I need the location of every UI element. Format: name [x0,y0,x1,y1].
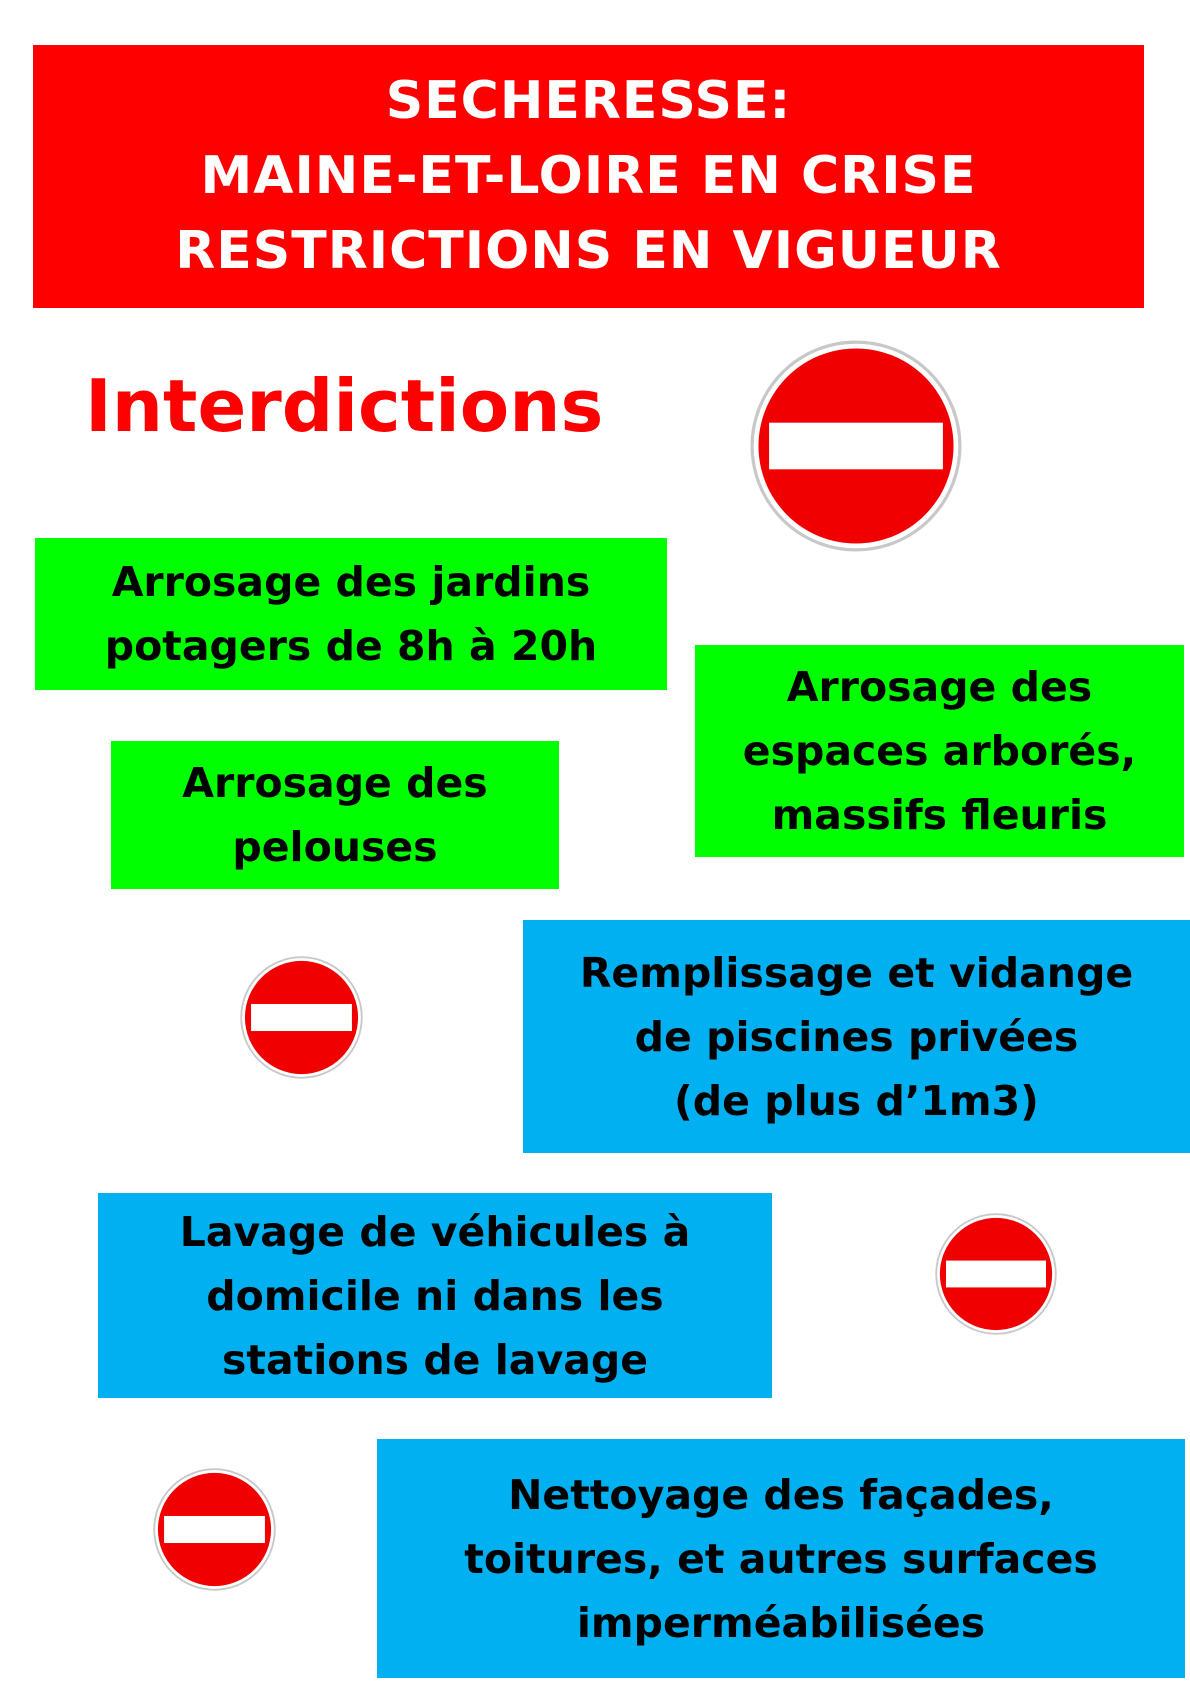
restriction-line: de piscines privées [634,1012,1079,1061]
restriction-line: Lavage de véhicules à [179,1207,691,1256]
restriction-line: domicile ni dans les [206,1271,664,1320]
restriction-line: potagers de 8h à 20h [104,622,598,670]
restriction-line: massifs fleuris [771,791,1108,839]
title-line-3: RESTRICTIONS EN VIGUEUR [175,221,1002,281]
restriction-trees-flowerbeds [695,645,1184,857]
title-line-1: SECHERESSE: [385,71,792,131]
no-entry-icon [240,956,363,1079]
restriction-facade-cleaning [377,1439,1185,1678]
restriction-pools [523,920,1190,1153]
restriction-line: stations de lavage [221,1335,649,1384]
section-heading: Interdictions [85,364,604,448]
restriction-garden-watering [35,538,667,690]
title-banner [33,45,1144,308]
restriction-line: Arrosage des [786,663,1093,711]
restriction-line: Arrosage des [182,759,488,807]
restriction-lawns [111,741,559,889]
restriction-line: pelouses [232,823,438,871]
restriction-line: Remplissage et vidange [579,948,1134,997]
restriction-line: Nettoyage des façades, [508,1470,1054,1519]
restriction-line: toitures, et autres surfaces [464,1534,1098,1583]
restriction-line: imperméabilisées [576,1598,986,1647]
restriction-line: Arrosage des jardins [111,558,591,606]
no-entry-icon [153,1468,276,1591]
no-entry-icon [750,340,962,552]
title-line-2: MAINE-ET-LOIRE EN CRISE [200,146,977,206]
restriction-line: espaces arborés, [742,727,1137,775]
restriction-vehicle-washing [98,1193,772,1398]
no-entry-icon [935,1213,1057,1335]
restriction-line: (de plus d’1m3) [674,1076,1039,1125]
